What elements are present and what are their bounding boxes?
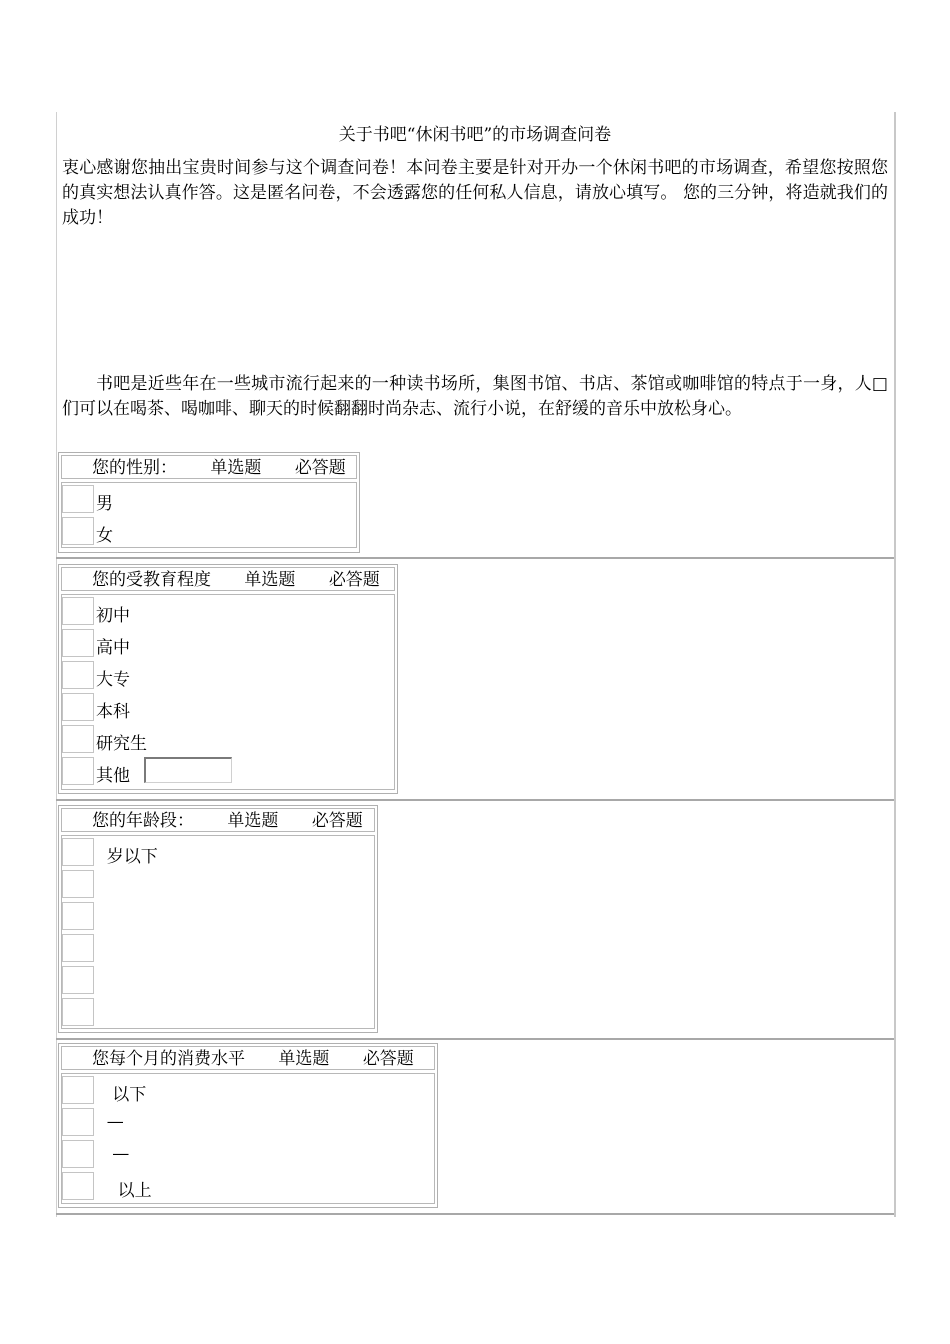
question-type: 单选题 [227,811,279,831]
question-title: 您的年龄段： [92,811,194,831]
question-required: 必答题 [311,811,363,831]
question-required: 必答题 [362,1049,414,1069]
option-other[interactable] [62,755,394,787]
option-spending-4[interactable] [62,1170,434,1202]
survey-title: 关于书吧“休闲书吧”的市场调查问卷 [338,125,612,145]
question-age [58,805,378,1033]
radio-box[interactable] [62,934,94,962]
question-type: 单选题 [244,570,296,590]
radio-box[interactable] [62,998,94,1026]
question-required: 必答题 [294,458,346,478]
radio-box[interactable] [62,1172,94,1200]
question-header [61,1046,435,1070]
question-required: 必答题 [328,570,380,590]
question-title: 您的受教育程度 [92,570,211,590]
option-label: 高中 [96,638,130,658]
radio-box[interactable] [62,597,94,625]
question-type: 单选题 [210,458,262,478]
option-label: 以下 [96,1085,147,1105]
question-title: 您的性别： [92,458,177,478]
other-text-input[interactable] [144,757,232,783]
option-label: 初中 [96,606,130,626]
option-label: 男 [96,494,113,514]
question-monthly-spending [58,1043,438,1208]
option-label: 岁以下 [96,847,158,867]
radio-box[interactable] [62,1108,94,1136]
option-label: 本科 [96,702,130,722]
option-age-1[interactable] [62,836,374,868]
radio-box[interactable] [62,517,94,545]
option-spending-3[interactable] [62,1138,434,1170]
option-age-5[interactable] [62,964,374,996]
option-spending-2[interactable] [62,1106,434,1138]
option-female[interactable] [62,515,356,547]
radio-box[interactable] [62,1140,94,1168]
option-male[interactable] [62,483,356,515]
option-label: 其他 [96,766,130,786]
question-header [61,455,357,479]
question-type: 单选题 [278,1049,330,1069]
survey-description: 书吧是近些年在一些城市流行起来的一种读书场所，集图书馆、书店、茶馆或咖啡馆的特点于一身，人□们可以在喝茶、喝咖啡、聊天的时候翻翻时尚杂志、流行小说，在舒缓的音乐中放松身心。 [62,374,888,419]
option-label: — [96,1112,124,1132]
section-divider [56,557,894,559]
question-education [58,564,398,794]
option-label: 女 [96,526,113,546]
radio-box[interactable] [62,661,94,689]
option-junior-high[interactable] [62,595,394,627]
radio-box[interactable] [62,870,94,898]
options-list [61,1073,435,1204]
option-age-6[interactable] [62,996,374,1028]
section-divider [56,799,894,801]
option-bachelor[interactable] [62,691,394,723]
question-header [61,567,395,591]
radio-box[interactable] [62,838,94,866]
question-header [61,808,375,832]
radio-box[interactable] [62,757,94,785]
options-list [61,482,357,548]
option-label: 大专 [96,670,130,690]
option-college[interactable] [62,659,394,691]
radio-box[interactable] [62,629,94,657]
radio-box[interactable] [62,693,94,721]
section-divider [56,1213,894,1215]
options-list [61,835,375,1029]
option-age-3[interactable] [62,900,374,932]
option-label: 以上 [96,1181,152,1201]
option-age-2[interactable] [62,868,374,900]
option-senior-high[interactable] [62,627,394,659]
option-age-4[interactable] [62,932,374,964]
survey-intro: 衷心感谢您抽出宝贵时间参与这个调查问卷！本问卷主要是针对开办一个休闲书吧的市场调查，希望您按照您的真实想法认真作答。这是匿名问卷，不会透露您的任何私人信息，请放心填写。 您的三分钟，将造就我们的成功！ [62,158,888,228]
option-label: — [96,1144,130,1164]
question-gender [58,452,360,553]
option-graduate[interactable] [62,723,394,755]
radio-box[interactable] [62,902,94,930]
option-label: 研究生 [96,734,147,754]
options-list [61,594,395,790]
radio-box[interactable] [62,966,94,994]
section-divider [56,1038,894,1040]
option-spending-1[interactable] [62,1074,434,1106]
radio-box[interactable] [62,1076,94,1104]
question-title: 您每个月的消费水平 [92,1049,245,1069]
radio-box[interactable] [62,485,94,513]
radio-box[interactable] [62,725,94,753]
